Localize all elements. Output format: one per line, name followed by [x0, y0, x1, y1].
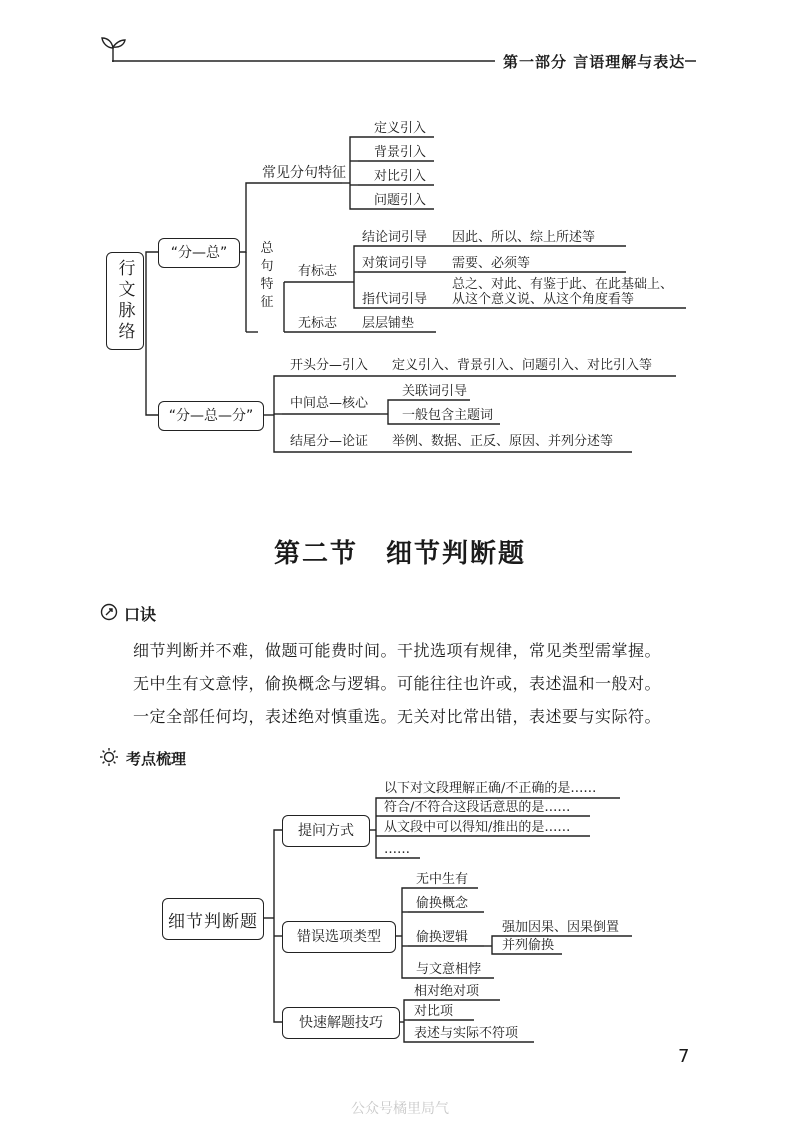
common-item-3: 对比引入 [374, 169, 427, 184]
page-number: 7 [678, 1046, 690, 1067]
fzf-middle-item-2: 一般包含主题词 [402, 408, 494, 423]
common-item-4: 问题引入 [374, 193, 427, 208]
fzf-middle-label: 中间总—核心 [290, 396, 369, 411]
fzf-end-label: 结尾分—论证 [290, 434, 369, 449]
koujue-line-1: 细节判断并不难，做题可能费时间。干扰选项有规律，常见类型需掌握。 [133, 641, 662, 660]
koujue-line-3: 一定全部任何均，表述绝对慎重选。无关对比常出错，表述要与实际符。 [133, 707, 662, 726]
cuowu-item-2: 偷换概念 [416, 896, 469, 911]
unmarked-label: 无标志 [298, 316, 338, 331]
marked-row-3-text-2: 从这个意义说、从这个角度看等 [452, 292, 635, 307]
section-title: 第二节 细节判断题 [273, 539, 526, 569]
common-item-2: 背景引入 [374, 145, 427, 160]
zongju-label: 总句特征 [260, 241, 274, 310]
kuaisu-item-3: 表述与实际不符项 [414, 1026, 519, 1041]
marked-row-2-label: 对策词引导 [362, 256, 428, 271]
cuowu-item-4: 与文意相悖 [416, 962, 482, 977]
koujue-line-2: 无中生有文意悖，偷换概念与逻辑。可能往往也许或，表述温和一般对。 [133, 674, 662, 693]
sun-icon [99, 747, 119, 767]
fzong-box: “分—总” [158, 238, 240, 268]
logic-sub-2: 并列偷换 [502, 938, 555, 953]
tiwen-item-1: 以下对文段理解正确/不正确的是…… [384, 781, 597, 796]
tiwen-item-2: 符合/不符合这段话意思的是…… [384, 800, 571, 815]
marked-row-1-text: 因此、所以、综上所述等 [452, 230, 596, 245]
kaodian-heading: 考点梳理 [126, 750, 187, 768]
fzf-end-text: 举例、数据、正反、原因、并列分述等 [392, 434, 614, 449]
marked-row-2-text: 需要、必须等 [452, 256, 531, 271]
marked-label: 有标志 [298, 264, 338, 279]
mindmap1-root: 行文脉络 [106, 252, 144, 350]
kuaisu-item-2: 对比项 [414, 1004, 454, 1019]
koujue-icon [100, 603, 118, 621]
fzf-box: “分—总—分” [158, 401, 264, 431]
cuowu-item-3: 偷换逻辑 [416, 930, 469, 945]
kuaisu-item-1: 相对绝对项 [414, 984, 480, 999]
koujue-heading: 口诀 [124, 605, 157, 624]
fzf-middle-item-1: 关联词引导 [402, 384, 468, 399]
marked-row-3-label: 指代词引导 [362, 292, 428, 307]
mindmap2-root: 细节判断题 [162, 898, 264, 940]
fzf-start-label: 开头分—引入 [290, 358, 369, 373]
header-title: 第一部分 言语理解与表达 [495, 51, 685, 72]
tiwen-item-4: …… [384, 842, 410, 857]
fzf-start-text: 定义引入、背景引入、问题引入、对比引入等 [392, 358, 653, 373]
unmarked-text: 层层铺垫 [362, 316, 415, 331]
cuowu-item-1: 无中生有 [416, 872, 469, 887]
watermark: 公众号橘里局气 [351, 1101, 449, 1117]
kuaisu-box: 快速解题技巧 [282, 1007, 400, 1039]
common-features-label: 常见分句特征 [262, 165, 346, 181]
marked-row-1-label: 结论词引导 [362, 230, 428, 245]
tiwen-box: 提问方式 [282, 815, 370, 847]
marked-row-3-text-1: 总之、对此、有鉴于此、在此基础上、 [452, 277, 674, 292]
logic-sub-1: 强加因果、因果倒置 [502, 920, 620, 935]
common-item-1: 定义引入 [374, 121, 427, 136]
tiwen-item-3: 从文段中可以得知/推出的是…… [384, 820, 571, 835]
cuowu-box: 错误选项类型 [282, 921, 396, 953]
